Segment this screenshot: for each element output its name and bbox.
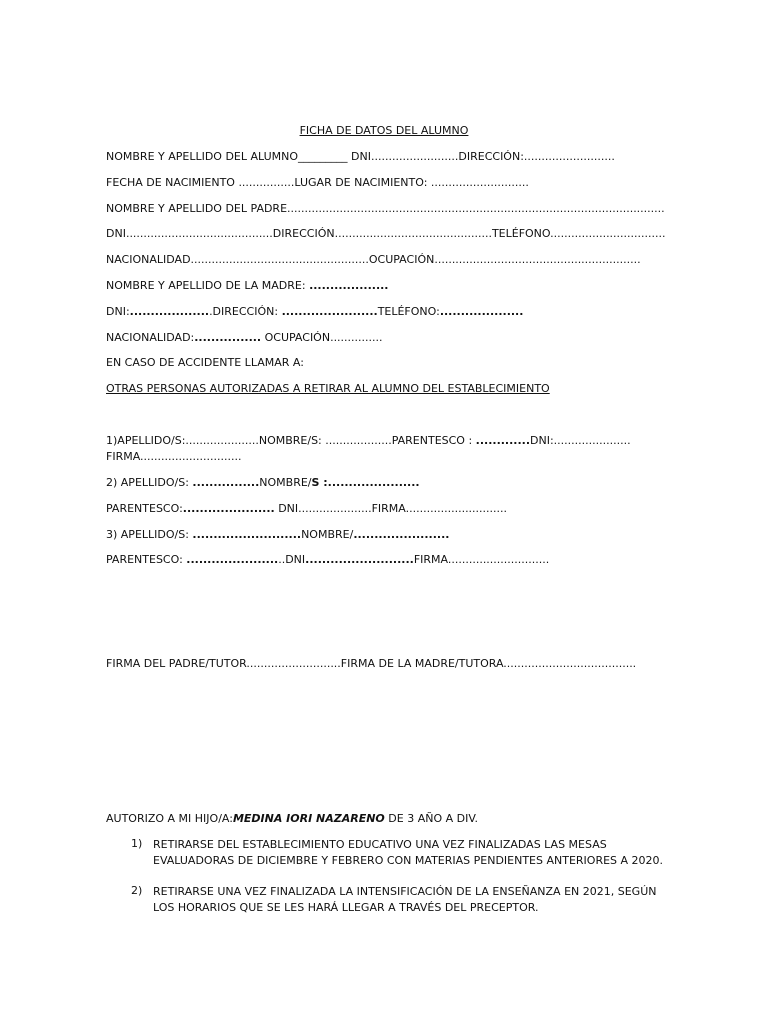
person2-line [106,476,420,489]
mother-phone-dots: .................... [439,305,524,318]
authorization-line [106,812,478,825]
mother-dni-label: DNI: [106,305,130,318]
person3-surname-dots: .......................... [192,528,302,541]
mother-name-label: NOMBRE Y APELLIDO DE LA MADRE: [106,279,310,292]
mother-phone-label: TELÉFONO: [377,305,440,318]
father-dni-line: DNI..........................................DIRECCIÓN.............................................TELÉFONO................................. [106,227,666,240]
parent-signatures-line: FIRMA DEL PADRE/TUTOR...........................FIRMA DE LA MADRE/TUTORA...................................... [106,657,637,670]
person2-dni-signature: DNI.....................FIRMA............................. [274,502,508,515]
person3-dni-label: ..DNI [278,553,306,566]
person2-surname-label: 2) APELLIDO/S: [106,476,193,489]
mother-name-line [106,279,388,292]
page-title: FICHA DE DATOS DEL ALUMNO [299,124,469,137]
person2-surname-dots: ................ [192,476,260,489]
mother-dni-line [106,305,523,318]
mother-occupation: OCUPACIÓN............... [261,331,383,344]
student-name: MEDINA IORI NAZARENO [232,812,385,825]
person3-name-dots: ....................... [353,528,450,541]
student-line: NOMBRE Y APELLIDO DEL ALUMNO_________ DNI.........................DIRECCIÓN:.......................... [106,150,615,163]
mother-address-dots: ....................... [281,305,378,318]
list-item: RETIRARSE DEL ESTABLECIMIENTO EDUCATIVO UNA VEZ FINALIZADAS LAS MESAS EVALUADORAS DE DICIEMBRE Y FEBRERO CON MATERIAS PENDIENTES ANTERIORES A 2020. [153,838,664,867]
person2-relation-dots: ...................... [182,502,275,515]
person1-line [106,434,631,447]
list-item: RETIRARSE UNA VEZ FINALIZADA LA INTENSIFICACIÓN DE LA ENSEÑANZA EN 2021, SEGÚN LOS HORARIOS QUE SE LES HARÁ LLEGAR A TRAVÉS DEL PRECEPTOR. [153,885,657,914]
person1-signature-line: FIRMA............................. [106,450,242,463]
person2-name-label: NOMBRE/ [259,476,312,489]
person3-line [106,528,449,541]
person3-relation-dots: ...................... [186,553,279,566]
accident-line: EN CASO DE ACCIDENTE LLAMAR A: [106,356,304,369]
person3-dni-dots: .......................... [305,553,414,566]
mother-name-dots: ................... [309,279,389,292]
person1-names: 1)APELLIDO/S:.....................NOMBRE/S: ...................PARENTESCO : [106,434,476,447]
mother-nationality-dots: ................ [194,331,262,344]
mother-dni-dots: ................... [129,305,210,318]
person3-signature: FIRMA............................. [413,553,550,566]
father-nationality-line: NACIONALIDAD...................................................OCUPACIÓN........................................................... [106,253,641,266]
person3-relation-label: PARENTESCO: [106,553,187,566]
list-item-number: 1) [131,837,143,850]
mother-nationality-label: NACIONALIDAD: [106,331,195,344]
authorization-suffix: DE 3 AÑO A DIV. [384,812,478,825]
birth-line: FECHA DE NACIMIENTO ................LUGAR DE NACIMIENTO: ............................ [106,176,529,189]
person2-relation-label: PARENTESCO: [106,502,183,515]
mother-address-label: .DIRECCIÓN: [209,305,282,318]
person2-name-dots: S :...................... [311,476,420,489]
person3-relation-line [106,553,549,566]
list-item-number: 2) [131,884,143,897]
mother-nationality-line [106,331,383,344]
person3-name-label: NOMBRE/ [301,528,354,541]
authorization-prefix: AUTORIZO A MI HIJO/A: [106,812,233,825]
person2-relation-line [106,502,507,515]
person1-relation-dots: ............. [475,434,530,447]
father-name-line: NOMBRE Y APELLIDO DEL PADRE............................................................................................................ [106,202,665,215]
person3-surname-label: 3) APELLIDO/S: [106,528,193,541]
person1-dni: DNI:...................... [530,434,631,447]
authorized-heading: OTRAS PERSONAS AUTORIZADAS A RETIRAR AL ALUMNO DEL ESTABLECIMIENTO [106,382,550,395]
